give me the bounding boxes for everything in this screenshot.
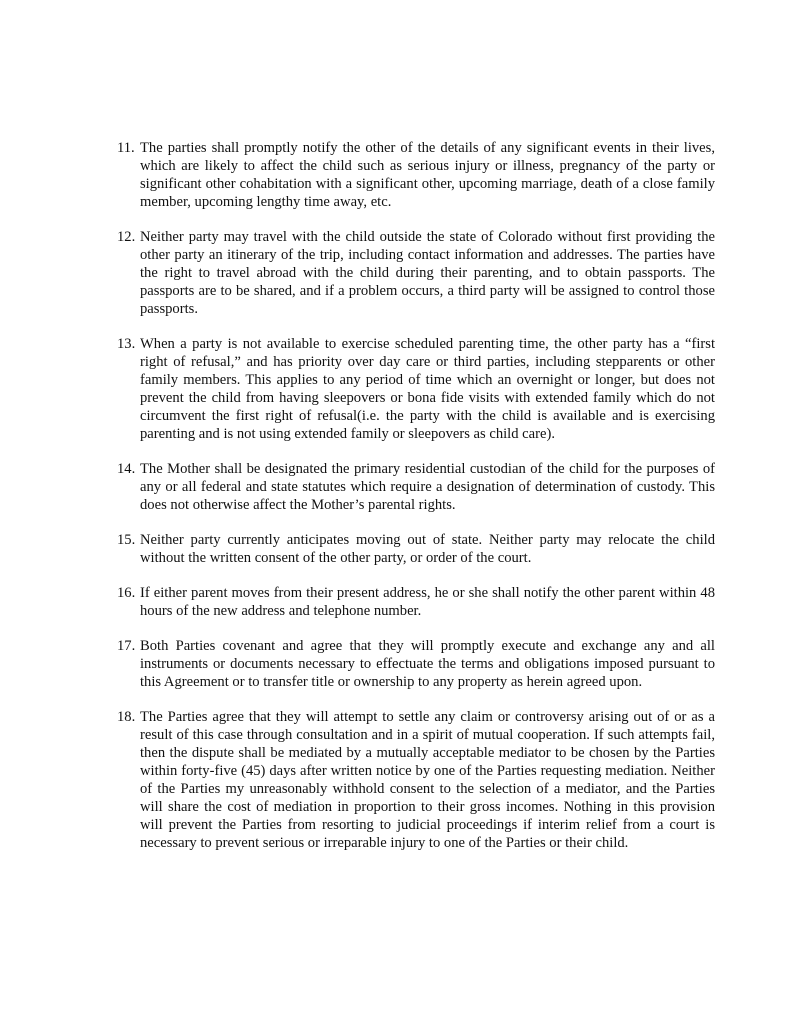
clause-text: When a party is not available to exercise scheduled parenting time, the other party has a “first right of refusal,” and has priority over day care or third parties, including stepparents or other family members. This applies to any period of time which an overnight or longer, but does not prevent the child from having sleepovers or bona fide visits with extended family which do not circumvent the first right of refusal(i.e. the party with the child is available and is exercising parenting and is not using extended family or sleepovers as child care). <box>140 336 715 442</box>
clause-text: If either parent moves from their present address, he or she shall notify the other parent within 48 hours of the new address and telephone number. <box>140 585 715 619</box>
clause-number: 17. <box>117 638 136 654</box>
clause-item-15 <box>117 531 715 567</box>
clause-item-16 <box>117 584 715 620</box>
clause-item-18 <box>117 708 715 852</box>
numbered-clause-list <box>117 139 715 869</box>
clause-text: Neither party may travel with the child outside the state of Colorado without first providing the other party an itinerary of the trip, including contact information and addresses. The parties have the right to travel abroad with the child during their parenting, and to obtain passports. The passports are to be shared, and if a problem occurs, a third party will be assigned to control those passports. <box>140 229 715 317</box>
clause-number: 14. <box>117 461 136 477</box>
clause-item-13 <box>117 335 715 443</box>
clause-text: The Parties agree that they will attempt to settle any claim or controversy arising out of or as a result of this case through consultation and in a spirit of mutual cooperation. If such attempts fail, then the dispute shall be mediated by a mutually acceptable mediator to be chosen by the Parties within forty-five (45) days after written notice by one of the Parties requesting mediation. Neither of the Parties my unreasonably withhold consent to the selection of a mediator, and the Parties will share the cost of mediation in proportion to their gross incomes. Nothing in this provision will prevent the Parties from resorting to judicial proceedings if interim relief from a court is necessary to prevent serious or irreparable injury to one of the Parties or their child. <box>140 709 715 851</box>
clause-item-11 <box>117 139 715 211</box>
clause-item-14 <box>117 460 715 514</box>
clause-text: The parties shall promptly notify the other of the details of any significant events in their lives, which are likely to affect the child such as serious injury or illness, pregnancy of the party or significant other cohabitation with a significant other, upcoming marriage, death of a close family member, upcoming lengthy time away, etc. <box>140 140 715 210</box>
clause-number: 18. <box>117 709 136 725</box>
clause-text: Neither party currently anticipates moving out of state. Neither party may relocate the child without the written consent of the other party, or order of the court. <box>140 532 715 566</box>
clause-text: Both Parties covenant and agree that they will promptly execute and exchange any and all instruments or documents necessary to effectuate the terms and obligations imposed pursuant to this Agreement or to transfer title or ownership to any property as herein agreed upon. <box>140 638 715 690</box>
clause-text: The Mother shall be designated the primary residential custodian of the child for the purposes of any or all federal and state statutes which require a designation of determination of custody. This does not otherwise affect the Mother’s parental rights. <box>140 461 715 513</box>
clause-item-12 <box>117 228 715 318</box>
clause-number: 15. <box>117 532 136 548</box>
clause-number: 12. <box>117 229 136 245</box>
clause-number: 11. <box>117 140 135 156</box>
clause-number: 16. <box>117 585 136 601</box>
clause-item-17 <box>117 637 715 691</box>
clause-number: 13. <box>117 336 136 352</box>
